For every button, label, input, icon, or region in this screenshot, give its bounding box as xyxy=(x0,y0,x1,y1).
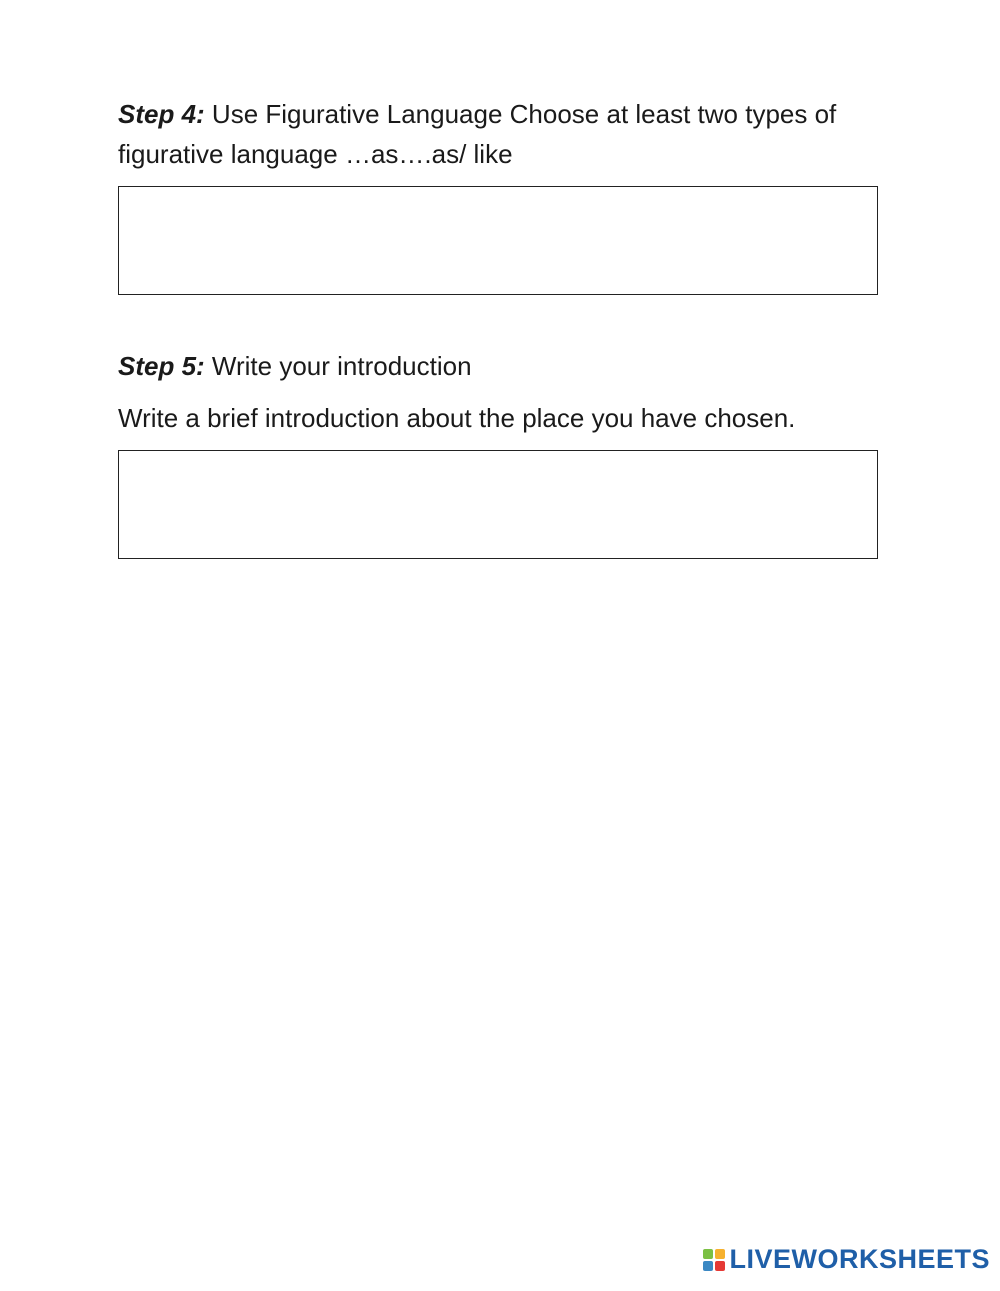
step-4-instruction xyxy=(118,94,888,174)
step-5-label: Step 5: xyxy=(118,351,205,381)
step-4-answer-box[interactable] xyxy=(118,186,878,295)
logo-tiles-icon xyxy=(703,1249,725,1271)
step-5-description: Write a brief introduction about the place you have chosen. xyxy=(118,403,796,433)
liveworksheets-logo xyxy=(703,1244,990,1275)
step-5-heading xyxy=(118,346,472,386)
step-4-text: Use Figurative Language Choose at least two types of figurative language …as….as/ like xyxy=(118,99,837,169)
logo-text: LIVEWORKSHEETS xyxy=(729,1244,990,1274)
logo-tile xyxy=(703,1261,713,1271)
logo-tile xyxy=(703,1249,713,1259)
step-5-title: Write your introduction xyxy=(204,351,472,381)
step-5-answer-box[interactable] xyxy=(118,450,878,559)
step-4-label: Step 4: xyxy=(118,99,205,129)
logo-tile xyxy=(715,1261,725,1271)
logo-tile xyxy=(715,1249,725,1259)
